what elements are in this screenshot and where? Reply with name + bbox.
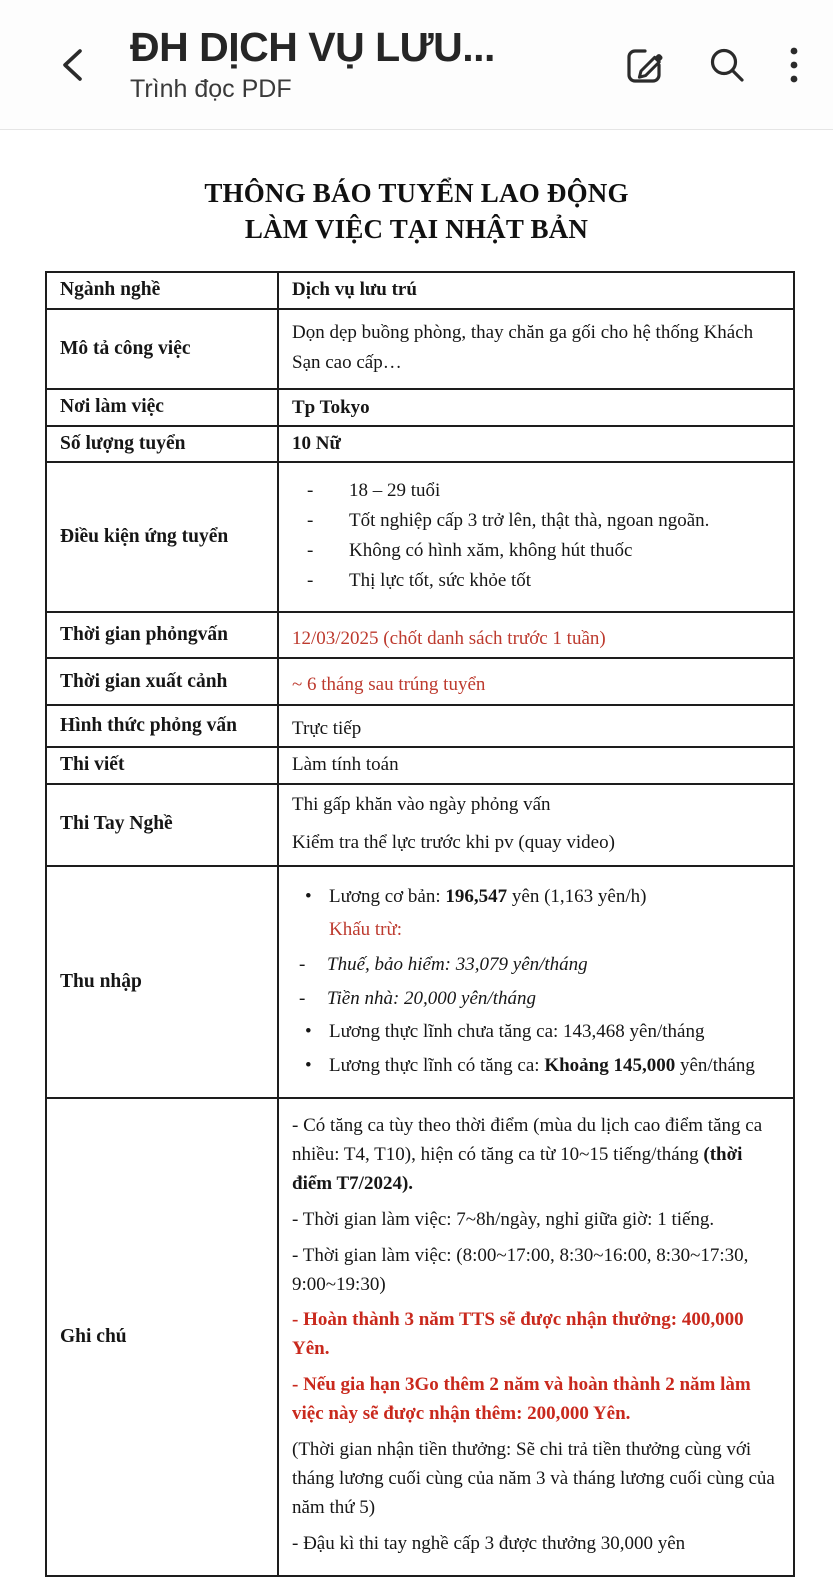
note-bonus-extension: - Nếu gia hạn 3Go thêm 2 năm và hoàn thành 2 năm làm việc này sẽ được nhận thêm: 200,000 Yên. bbox=[292, 1374, 751, 1425]
header-actions bbox=[619, 40, 803, 90]
row-thoi-gian-phong-van bbox=[46, 612, 794, 658]
row-value: Dịch vụ lưu trú bbox=[278, 272, 794, 308]
notes-block bbox=[292, 1104, 785, 1570]
overflow-menu-button[interactable] bbox=[785, 40, 803, 90]
app-header bbox=[0, 0, 833, 130]
dash-bullet: - bbox=[307, 540, 314, 562]
row-label: Ngành nghề bbox=[46, 272, 278, 308]
search-icon bbox=[705, 43, 749, 87]
row-value bbox=[278, 866, 794, 1099]
bullet-icon: • bbox=[305, 1021, 312, 1043]
dash-bullet: - bbox=[307, 480, 314, 502]
row-label: Ghi chú bbox=[46, 1098, 278, 1576]
list-item: - Tốt nghiệp cấp 3 trở lên, thật thà, ngoan ngoãn. bbox=[307, 506, 785, 536]
list-item: - Thị lực tốt, sức khỏe tốt bbox=[307, 566, 785, 596]
list-item: - Thuế, bảo hiểm: 33,079 yên/tháng bbox=[279, 950, 785, 979]
row-dieu-kien bbox=[46, 462, 794, 612]
note-paragraph: (Thời gian nhận tiền thưởng: Sẽ chi trả tiền thưởng cùng với tháng lương cuối cùng của năm 3 và tháng lương cuối cùng của năm thứ 5) bbox=[292, 1438, 775, 1518]
list-item: - Tiền nhà: 20,000 yên/tháng bbox=[279, 984, 785, 1013]
row-value bbox=[278, 1098, 794, 1576]
list-item: - Không có hình xăm, không hút thuốc bbox=[307, 536, 785, 566]
row-so-luong bbox=[46, 426, 794, 462]
income-list bbox=[279, 872, 785, 1093]
row-mo-ta bbox=[46, 309, 794, 390]
row-label: Số lượng tuyển bbox=[46, 426, 278, 462]
row-nganh-nghe bbox=[46, 272, 794, 308]
row-value: Làm tính toán bbox=[278, 747, 794, 783]
document-title-header: ĐH DỊCH VỤ LƯU... bbox=[130, 24, 495, 71]
row-label: Thu nhập bbox=[46, 866, 278, 1099]
note-paragraph: - Thời gian làm việc: (8:00~17:00, 8:30~16:00, 8:30~17:30, 9:00~19:30) bbox=[292, 1244, 749, 1295]
row-thi-tay-nghe bbox=[46, 784, 794, 866]
note-bonus-3y: - Hoàn thành 3 năm TTS sẽ được nhận thưởng: 400,000 Yên. bbox=[292, 1309, 744, 1360]
notice-title bbox=[0, 176, 833, 247]
skill-test-line: Kiểm tra thể lực trước khi pv (quay video) bbox=[292, 831, 615, 853]
row-hinh-thuc bbox=[46, 705, 794, 747]
notice-title-line2: LÀM VIỆC TẠI NHẬT BẢN bbox=[244, 213, 589, 244]
row-label: Thời gian xuất cảnh bbox=[46, 658, 278, 705]
row-label: Thời gian phỏngvấn bbox=[46, 612, 278, 658]
header-text bbox=[130, 25, 495, 103]
row-noi-lam-viec bbox=[46, 389, 794, 425]
row-ghi-chu bbox=[46, 1098, 794, 1576]
bullet-icon: • bbox=[305, 885, 312, 907]
back-button[interactable] bbox=[52, 41, 96, 89]
skill-test-line: Thi gấp khăn vào ngày phỏng vấn bbox=[292, 793, 551, 815]
row-value: Trực tiếp bbox=[278, 705, 794, 747]
list-item: • Lương thực lĩnh có tăng ca: Khoảng 145,000 yên/tháng bbox=[279, 1051, 785, 1080]
row-value: Dọn dẹp buồng phòng, thay chăn ga gối cho hệ thống Khách Sạn cao cấp… bbox=[278, 309, 794, 390]
edit-annotate-button[interactable] bbox=[619, 40, 669, 90]
row-thoi-gian-xuat-canh bbox=[46, 658, 794, 705]
bullet-icon: • bbox=[305, 1054, 312, 1076]
dash-bullet: - bbox=[299, 987, 306, 1009]
notice-title-line1: THÔNG BÁO TUYỂN LAO ĐỘNG bbox=[204, 178, 629, 208]
dash-bullet: - bbox=[307, 570, 314, 592]
row-value: ~ 6 tháng sau trúng tuyển bbox=[278, 658, 794, 705]
requirements-list bbox=[279, 468, 785, 606]
row-value: Tp Tokyo bbox=[278, 389, 794, 425]
row-label: Hình thức phỏng vấn bbox=[46, 705, 278, 747]
deductions-heading: Khấu trừ: bbox=[329, 919, 403, 941]
row-thu-nhap bbox=[46, 866, 794, 1099]
edit-pencil-icon bbox=[621, 42, 667, 88]
app-name-label: Trình đọc PDF bbox=[130, 74, 292, 103]
note-paragraph: - Đậu kì thi tay nghề cấp 3 được thưởng 30,000 yên bbox=[292, 1532, 686, 1554]
row-value bbox=[278, 462, 794, 612]
job-info-table bbox=[45, 271, 795, 1577]
row-label: Thi Tay Nghề bbox=[46, 784, 278, 866]
pdf-page bbox=[0, 176, 833, 1577]
back-chevron-icon bbox=[56, 45, 92, 85]
kebab-menu-icon bbox=[787, 42, 801, 88]
row-thi-viet bbox=[46, 747, 794, 783]
dash-bullet: - bbox=[299, 954, 306, 976]
row-label: Điều kiện ứng tuyển bbox=[46, 462, 278, 612]
row-value: 12/03/2025 (chốt danh sách trước 1 tuần) bbox=[278, 612, 794, 658]
list-item: - 18 – 29 tuổi bbox=[307, 476, 785, 506]
row-value: 10 Nữ bbox=[278, 426, 794, 462]
list-item: • Lương cơ bản: 196,547 yên (1,163 yên/h) bbox=[279, 882, 785, 911]
row-label: Mô tả công việc bbox=[46, 309, 278, 390]
dash-bullet: - bbox=[307, 510, 314, 532]
list-item: • Lương thực lĩnh chưa tăng ca: 143,468 yên/tháng bbox=[279, 1017, 785, 1046]
row-label: Nơi làm việc bbox=[46, 389, 278, 425]
search-button[interactable] bbox=[703, 41, 751, 89]
note-paragraph: - Có tăng ca tùy theo thời điểm (mùa du lịch cao điểm tăng ca nhiều: T4, T10), hiện có tăng ca từ 10~15 tiếng/tháng (thời điểm T7/2024). bbox=[292, 1115, 763, 1194]
row-label: Thi viết bbox=[46, 747, 278, 783]
row-value bbox=[278, 784, 794, 866]
note-paragraph: - Thời gian làm việc: 7~8h/ngày, nghỉ giữa giờ: 1 tiếng. bbox=[292, 1208, 715, 1230]
